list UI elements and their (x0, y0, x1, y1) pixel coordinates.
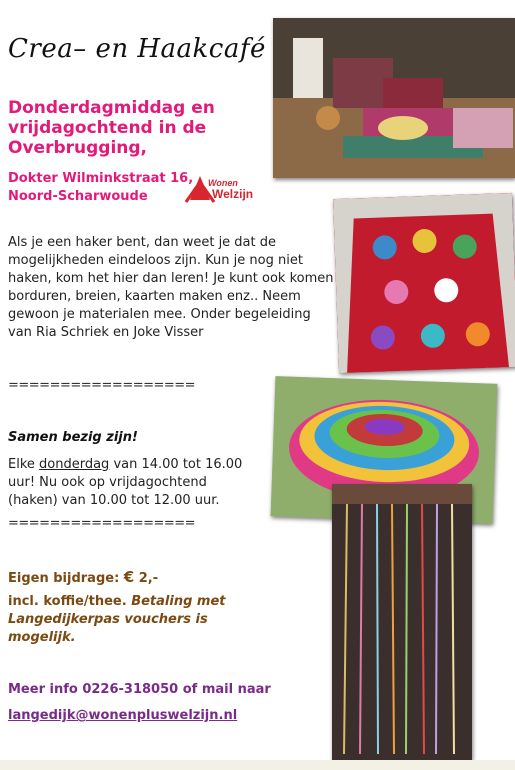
address-street: Dokter Wilminkstraat 16, (8, 171, 194, 186)
address (8, 170, 208, 206)
photo-bead-curtain (332, 484, 472, 760)
subheading: Donderdagmiddag en vrijdagochtend in de Overbrugging, (8, 98, 215, 158)
payment-note-italic: Betaling met Langedijkerpas vouchers is mogelijk. (8, 594, 226, 645)
logo-line2: Welzijn (212, 187, 254, 201)
intro-text: Als je een haker bent, dan weet je dat de mogelijkheden eindeloos zijn. Kun je nog niet haken, kom het hier dan leren! Je kunt ook komen borduren, breien, kaarten maken enz.. Neem gewoon je materialen mee. Onder begeleiding van Ria Schriek en Joke Visser (8, 235, 334, 340)
contribution (8, 568, 158, 586)
schedule-text (8, 456, 258, 510)
email-link[interactable]: langedijk@wonenpluswelzijn.nl (8, 708, 238, 723)
address-town: Noord-Scharwoude (8, 189, 148, 204)
payment-note-plain: incl. koffie/thee. (8, 594, 132, 609)
contribution-amount: 2,- (134, 571, 159, 586)
section-title: Samen bezig zijn! (8, 430, 138, 445)
bottom-band (0, 760, 515, 770)
page-title: Crea– en Haakcafé (8, 34, 266, 64)
info-line: Meer info 0226-318050 of mail naar (8, 682, 271, 697)
schedule-prefix: Elke (8, 457, 40, 472)
photo-crochet-table (273, 18, 515, 178)
contribution-label: Eigen bijdrage: (8, 571, 124, 586)
schedule-rest: van 14.00 tot 16.00 uur! Nu ook op vrijdagochtend (haken) van 10.00 tot 12.00 uur. (8, 457, 243, 508)
euro-sign: € (123, 568, 135, 586)
wonen-welzijn-logo (184, 172, 258, 204)
separator-1: ================== (8, 378, 196, 393)
payment-note (8, 593, 258, 647)
separator-2: ================== (8, 516, 196, 531)
photo-granny-cardigan (333, 193, 515, 373)
logo-line1: Wonen (208, 178, 238, 188)
schedule-day: donderdag (39, 457, 110, 472)
